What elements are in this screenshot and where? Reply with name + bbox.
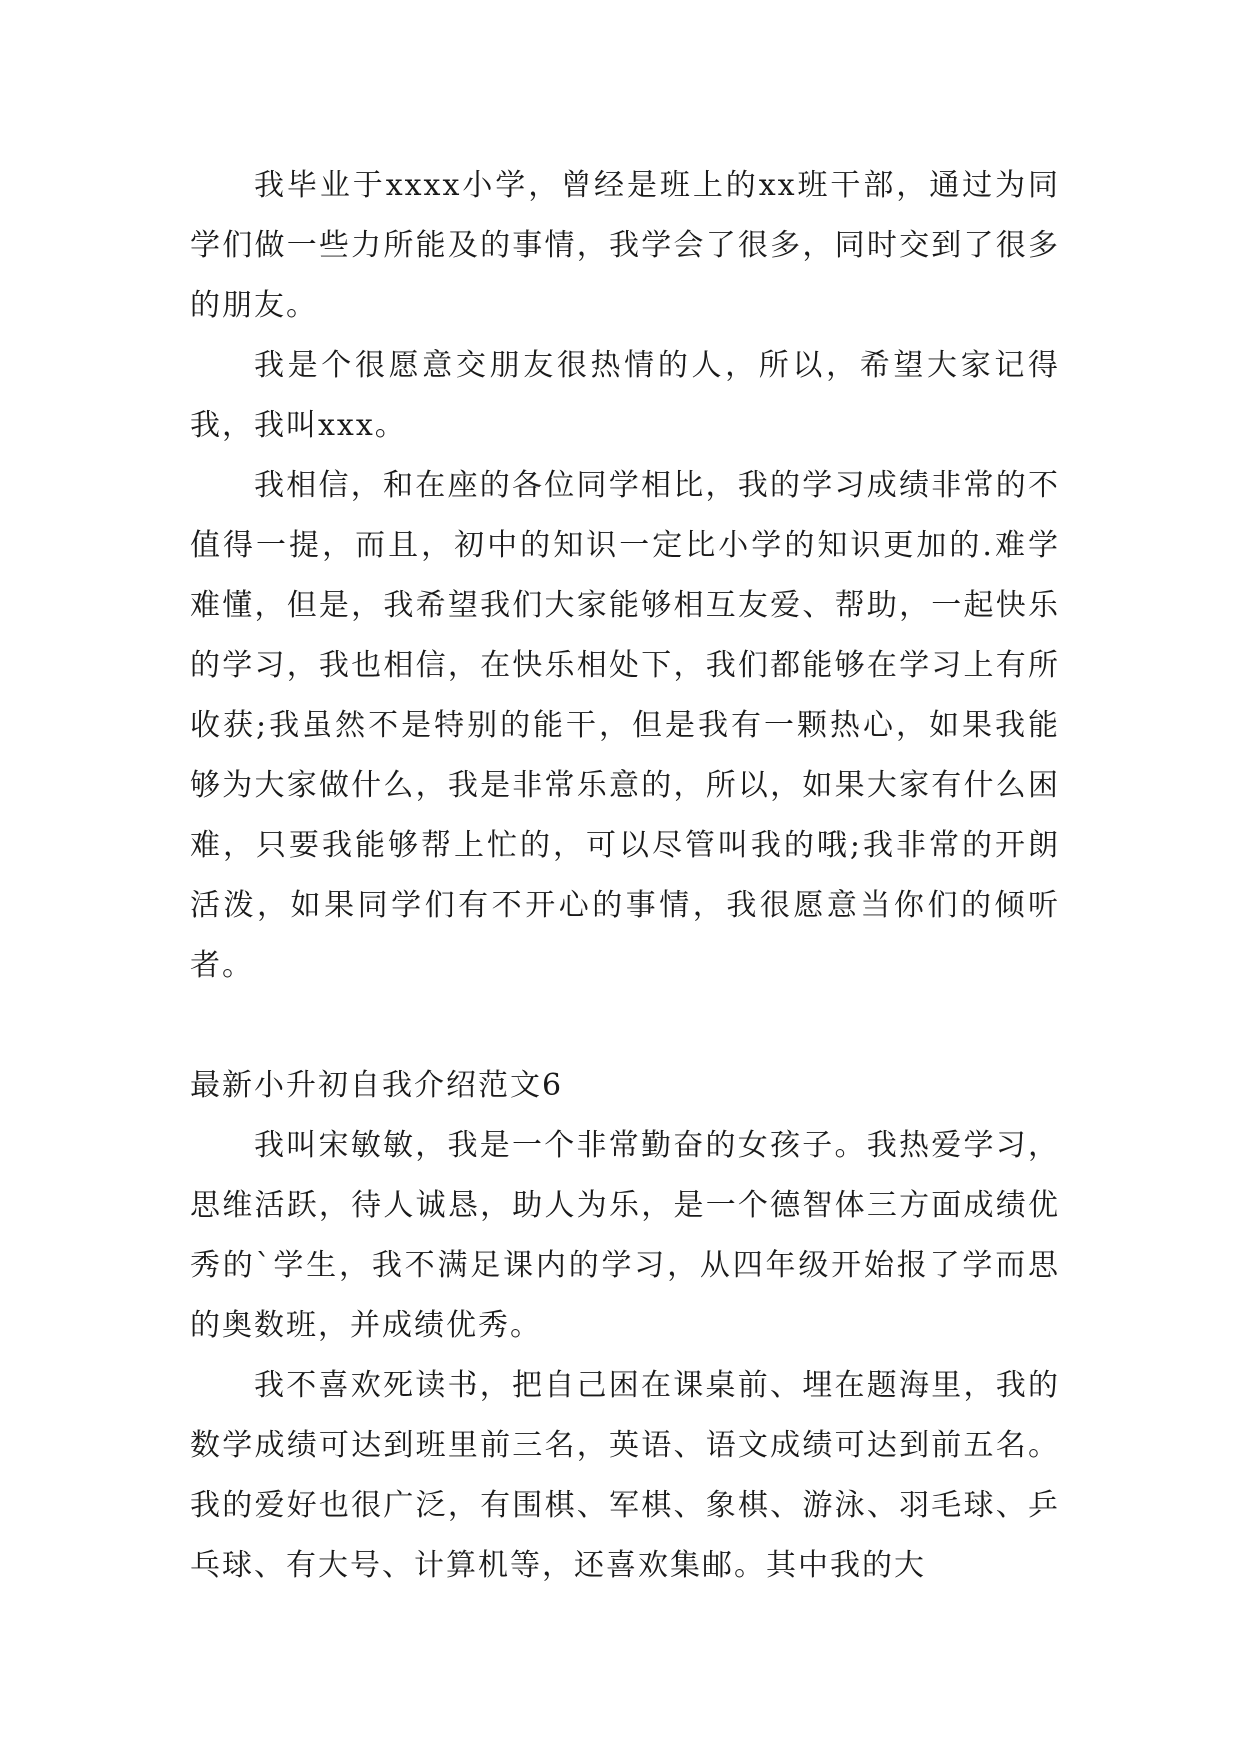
section-title: 最新小升初自我介绍范文6 bbox=[190, 1068, 564, 1103]
document-body bbox=[190, 156, 1060, 1596]
paragraph-hobbies: 我不喜欢死读书，把自己困在课桌前、埋在题海里，我的数学成绩可达到班里前三名，英语、语文成绩可达到前五名。我的爱好也很广泛，有围棋、军棋、象棋、游泳、羽毛球、乒乓球、有大号、计算机等，还喜欢集邮。其中我的大 bbox=[190, 1368, 1060, 1583]
paragraph-study-hopes: 我相信，和在座的各位同学相比，我的学习成绩非常的不值得一提，而且，初中的知识一定比小学的知识更加的.难学难懂，但是，我希望我们大家能够相互友爱、帮助，一起快乐的学习，我也相信，在快乐相处下，我们都能够在学习上有所收获;我虽然不是特别的能干，但是我有一颗热心，如果我能够为大家做什么，我是非常乐意的，所以，如果大家有什么困难，只要我能够帮上忙的，可以尽管叫我的哦;我非常的开朗活泼，如果同学们有不开心的事情，我很愿意当你们的倾听者。 bbox=[190, 468, 1060, 983]
paragraph-graduation: 我毕业于xxxx小学，曾经是班上的xx班干部，通过为同学们做一些力所能及的事情，我学会了很多，同时交到了很多的朋友。 bbox=[190, 168, 1060, 323]
paragraph-introduction: 我叫宋敏敏，我是一个非常勤奋的女孩子。我热爱学习，思维活跃，待人诚恳，助人为乐，是一个德智体三方面成绩优秀的`学生，我不满足课内的学习，从四年级开始报了学而思的奥数班，并成绩优秀。 bbox=[190, 1128, 1060, 1343]
paragraph-friendly: 我是个很愿意交朋友很热情的人，所以，希望大家记得我，我叫xxx。 bbox=[190, 348, 1060, 443]
